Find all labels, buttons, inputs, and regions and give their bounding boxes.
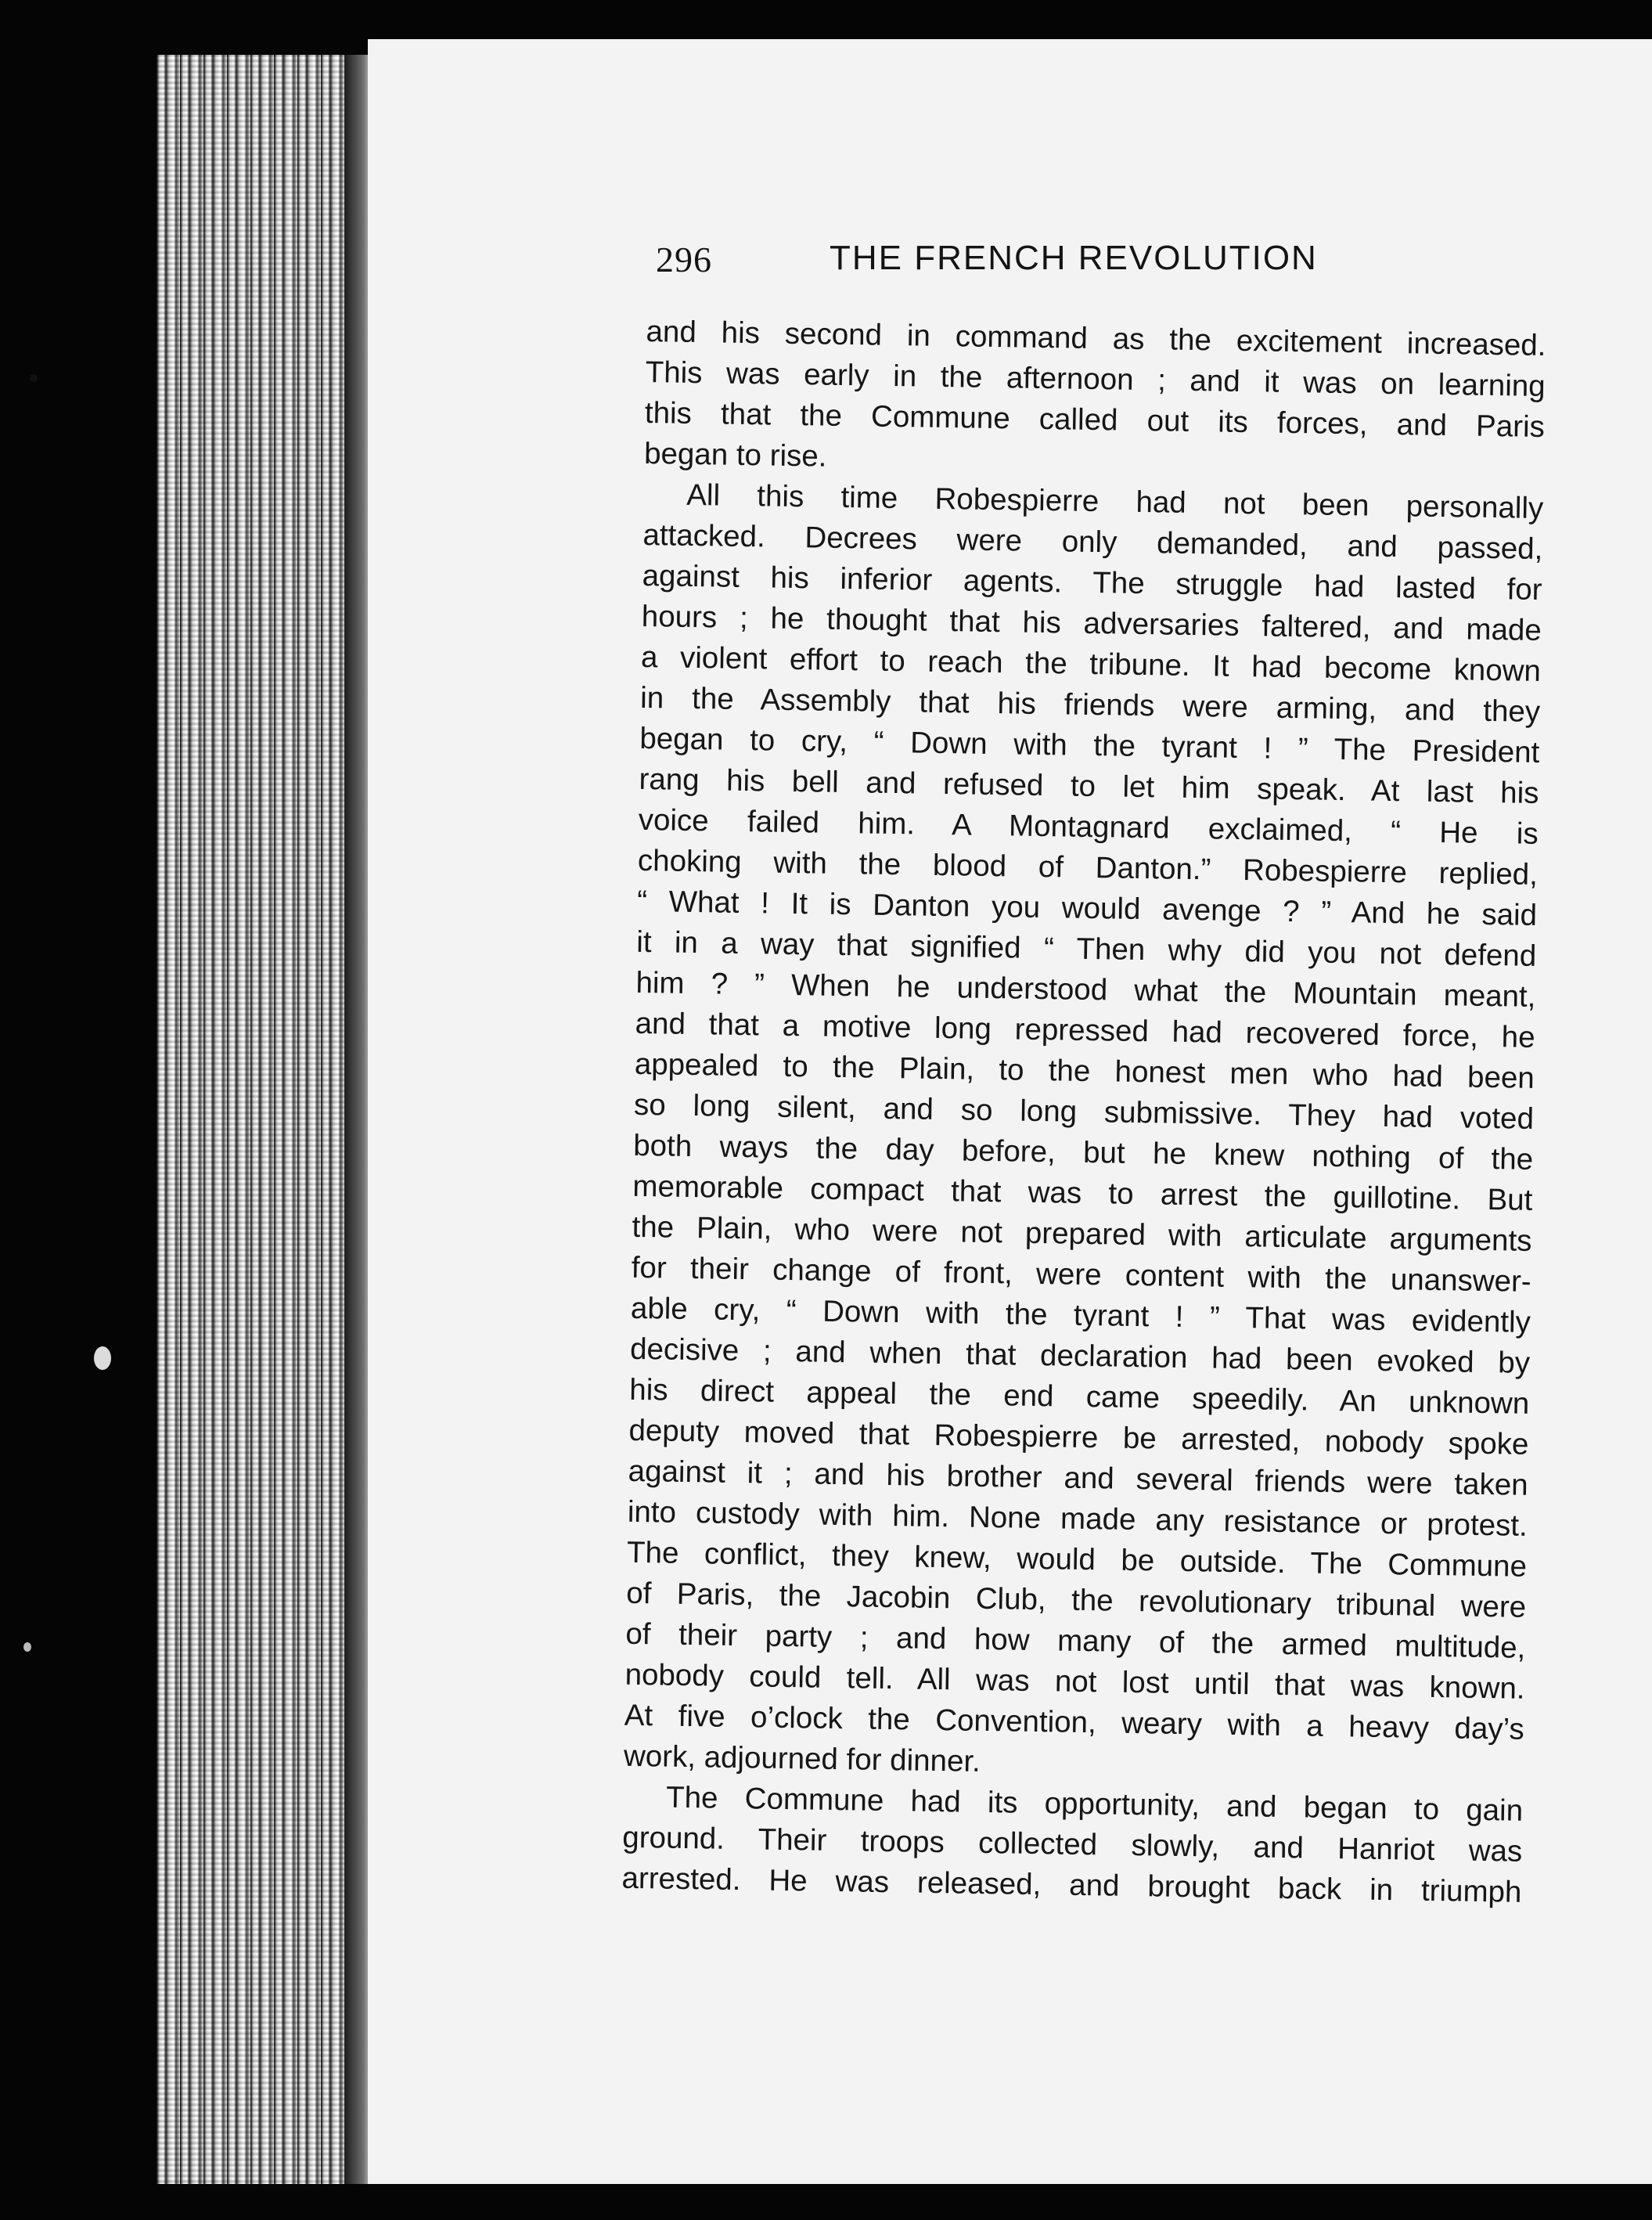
text-line: into custody with him. None made any resistance or protest. [627,1494,1528,1543]
text-line: memorable compact that was to arrest the guillotine. But [632,1169,1533,1217]
text-line: and that a motive long repressed had recovered force, he [635,1006,1535,1054]
speck-mark [23,1642,31,1652]
text-line: deputy moved that Robespierre be arrested, nobody spoke [628,1413,1529,1461]
text-line: The conflict, they knew, would be outside. The Commune [626,1535,1528,1584]
text-line: ground. Their troops collected slowly, and Hanriot was [622,1820,1523,1869]
text-line: of their party ; and how many of the armed multitude, [625,1616,1526,1665]
text-line: The Commune had its opportunity, and began to gain [665,1780,1524,1828]
text-line: attacked. Decrees were only demanded, and passed, [642,517,1543,567]
speck-mark [94,1346,111,1370]
text-line: a violent effort to reach the tribune. It had become known [640,640,1542,689]
text-line: against his inferior agents. The struggle had lasted for [642,558,1542,607]
text-line: this that the Commune called out its forces, and Paris [644,395,1546,445]
text-line: it in a way that signified “ Then why did you not defend [636,924,1537,973]
text-line: began to cry, “ Down with the tyrant ! ” The President [639,721,1540,769]
text-line: arrested. He was released, and brought back in triumph [621,1861,1522,1909]
text-line: “ What ! It is Danton you would avenge ? ” And he said [636,884,1538,932]
text-line: his direct appeal the end came speedily. An unknown [629,1372,1530,1421]
body-text [621,312,1546,1913]
page-number: 296 [656,240,712,279]
text-line: At five o’clock the Convention, weary with a heavy day’s [624,1698,1525,1746]
text-line: choking with the blood of Danton.” Robespierre replied, [637,843,1539,892]
page-header [656,239,1438,294]
text-line: so long silent, and so long submissive. They had voted [633,1087,1535,1136]
text-line: work, adjourned for dinner. [623,1739,981,1779]
text-line: against it ; and his brother and several friends were taken [628,1454,1528,1502]
text-line: voice failed him. A Montagnard exclaimed, “ He is [638,802,1539,851]
text-line: rang his bell and refused to let him speak. At last his [639,762,1539,810]
text-line: in the Assembly that his friends were arming, and they [639,680,1541,729]
text-line: able cry, “ Down with the tyrant ! ” That was evidently [630,1291,1531,1339]
text-line: decisive ; and when that declaration had been evoked by [629,1332,1531,1380]
text-line: both ways the day before, but he knew nothing of the [632,1128,1534,1177]
text-line: appealed to the Plain, to the honest men who had been [634,1047,1535,1095]
text-line: This was early in the afternoon ; and it was on learning [645,355,1546,404]
text-line: of Paris, the Jacobin Club, the revolutionary tribunal were [625,1576,1527,1624]
text-line: began to rise. [643,436,827,474]
text-line: nobody could tell. All was not lost until that was known. [624,1657,1525,1706]
text-line: hours ; he thought that his adversaries faltered, and made [641,599,1542,648]
text-line: the Plain, who were not prepared with articulate arguments [632,1209,1532,1258]
speck-mark [30,374,38,382]
text-line: him ? ” When he understood what the Mountain meant, [635,965,1536,1014]
book-page-edges [157,55,368,2184]
text-line: and his second in command as the excitement increased. [646,314,1546,363]
text-line: for their change of front, were content with the unanswer- [631,1250,1532,1299]
running-head: THE FRENCH REVOLUTION [830,239,1318,277]
text-line: All this time Robespierre had not been personally [686,478,1544,526]
